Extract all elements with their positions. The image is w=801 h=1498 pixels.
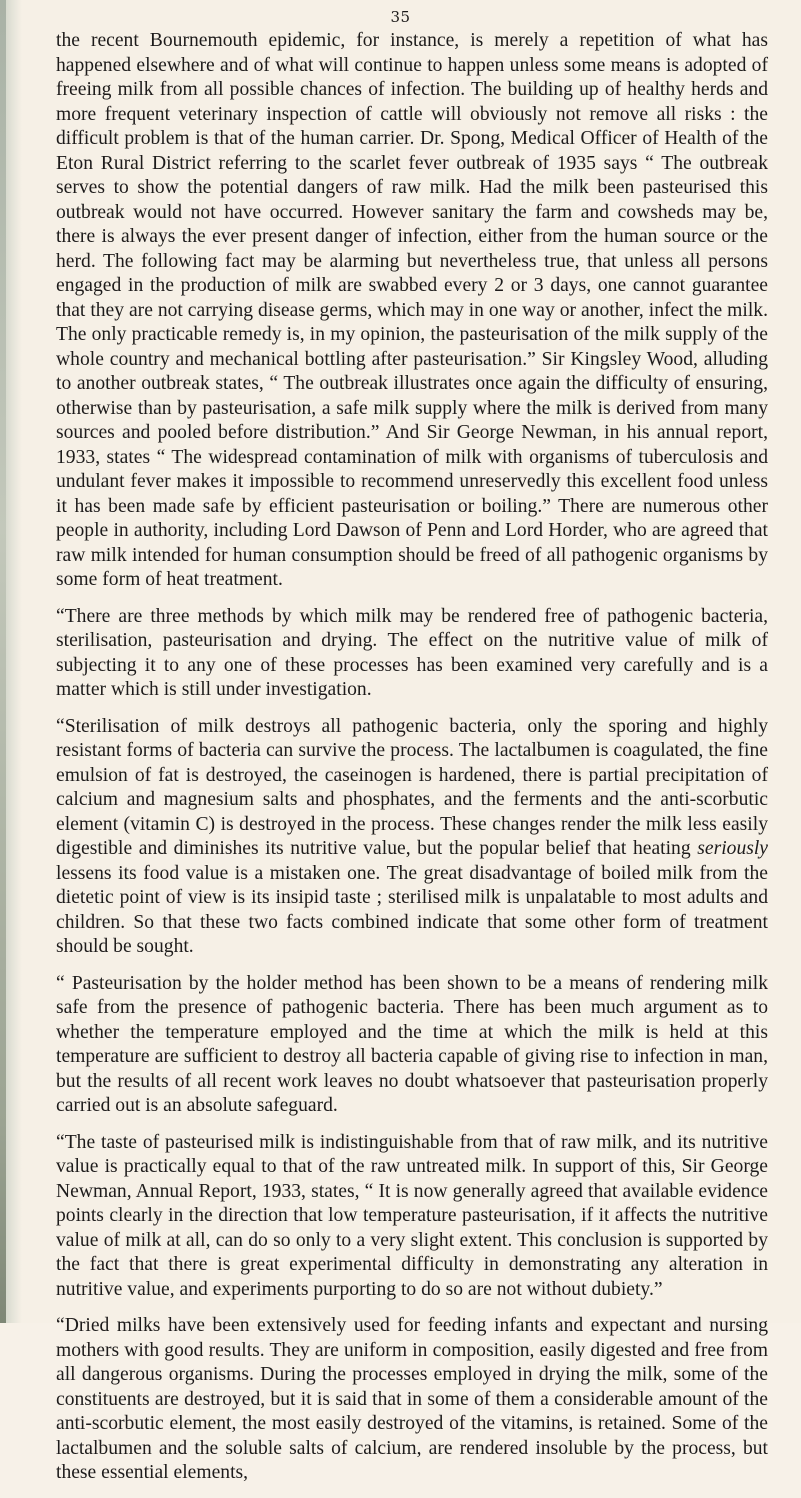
body-text <box>56 29 768 1498</box>
binding-edge <box>0 0 6 1323</box>
paragraph-3-part-2: lessens its food value is a mistaken one. The great disadvantage of boiled milk from the dietetic point of view is its insipid taste ; sterilised milk is unpalatable to most adults and children. So that these two facts combined indicate that some other form of treatment should be sought. <box>56 862 768 957</box>
paragraph-6: “Dried milks have been extensively used for feeding infants and expectant and nursing mothers with good results. They are uniform in composition, easily digested and free from all dangerous organisms. During the processes employed in drying the milk, some of the constituents are destroyed, but it is said that in some of them a considerable amount of the anti-scorbutic element, the most easily destroyed of the vitamins, is retained. Some of the lactalbumen and the soluble salts of calcium, are rendered insoluble by the process, but these essential elements, <box>56 1315 768 1483</box>
paragraph-3 <box>56 715 768 960</box>
paragraph-2: “There are three methods by which milk may be rendered free of pathogenic bacteria, sterilisation, pasteurisation and drying. The effect on the nutritive value of milk of subjecting it to any one of these processes has been examined very carefully and is a matter which is still under investigation. <box>56 605 768 700</box>
paragraph-4: “ Pasteurisation by the holder method has been shown to be a means of rendering milk safe from the presence of pathogenic bacteria. There has been much argument as to whether the temperature employed and the time at which the milk is held at this temperature are sufficient to destroy all bacteria capable of giving rise to infection in man, but the results of all recent work leaves no doubt whatsoever that pasteurisation properly carried out is an absolute safeguard. <box>56 972 768 1116</box>
paragraph-1: the recent Bournemouth epidemic, for instance, is merely a repetition of what has happened elsewhere and of what will continue to happen unless some means is adopted of freeing milk from all possible chances of infection. The building up of healthy herds and more frequent veterinary inspection of cattle will obviously not remove all risks : the difficult problem is that of the human carrier. Dr. Spong, Medical Officer of Health of the Eton Rural District referring to the scarlet fever outbreak of 1935 says “ The outbreak serves to show the potential dangers of raw milk. Had the milk been pasteurised this outbreak would not have occurred. However sanitary the farm and cowsheds may be, there is always the ever present danger of infection, either from the human source or the herd. The following fact may be alarming but nevertheless true, that unless all persons engaged in the production of milk are swabbed every 2 or 3 days, one cannot guarantee that they are not carrying disease germs, which may in one way or another, infect the milk. The only practicable remedy is, in my opinion, the pasteurisation of the milk supply of the whole country and mechanical bottling after pasteurisation.” Sir Kingsley Wood, alluding to another outbreak states, “ The outbreak illustrates once again the difficulty of ensuring, otherwise than by pasteurisation, a safe milk supply where the milk is derived from many sources and pooled before distribution.” And Sir George Newman, in his annual report, 1933, states “ The widespread contamination of milk with organisms of tuberculosis and undulant fever makes it impossible to recommend unreservedly this excellent food unless it has been made safe by efficient pasteurisation or boiling.” There are numerous other people in authority, including Lord Dawson of Penn and Lord Horder, who are agreed that raw milk intended for human consumption should be freed of all pathogenic organisms by some form of heat treatment. <box>56 30 768 590</box>
paragraph-3-part-1: “Sterilisation of milk destroys all pathogenic bacteria, only the sporing and highly resistant forms of bacteria can survive the process. The lactalbumen is coagulated, the fine emulsion of fat is destroyed, the caseinogen is hardened, there is partial precipitation of calcium and magnesium salts and phosphates, and the ferments and the anti-scorbutic element (vitamin C) is destroyed in the process. These changes render the milk less easily digestible and diminishes its nutritive value, but the popular belief that heating <box>56 715 768 859</box>
paragraph-5: “The taste of pasteurised milk is indistinguishable from that of raw milk, and its nutritive value is practically equal to that of the raw untreated milk. In support of this, Sir George Newman, Annual Report, 1933, states, “ It is now generally agreed that available evidence points clearly in the direction that low temperature pasteurisation, if it affects the nutritive value of milk at all, can do so only to a very slight extent. This conclusion is supported by the fact that there is great experimental difficulty in demonstrating any alteration in nutritive value, and experiments purporting to do so are not without dubiety.” <box>56 1131 768 1300</box>
paragraph-3-emphasis: seriously <box>697 838 768 859</box>
page-number: 35 <box>390 8 411 26</box>
